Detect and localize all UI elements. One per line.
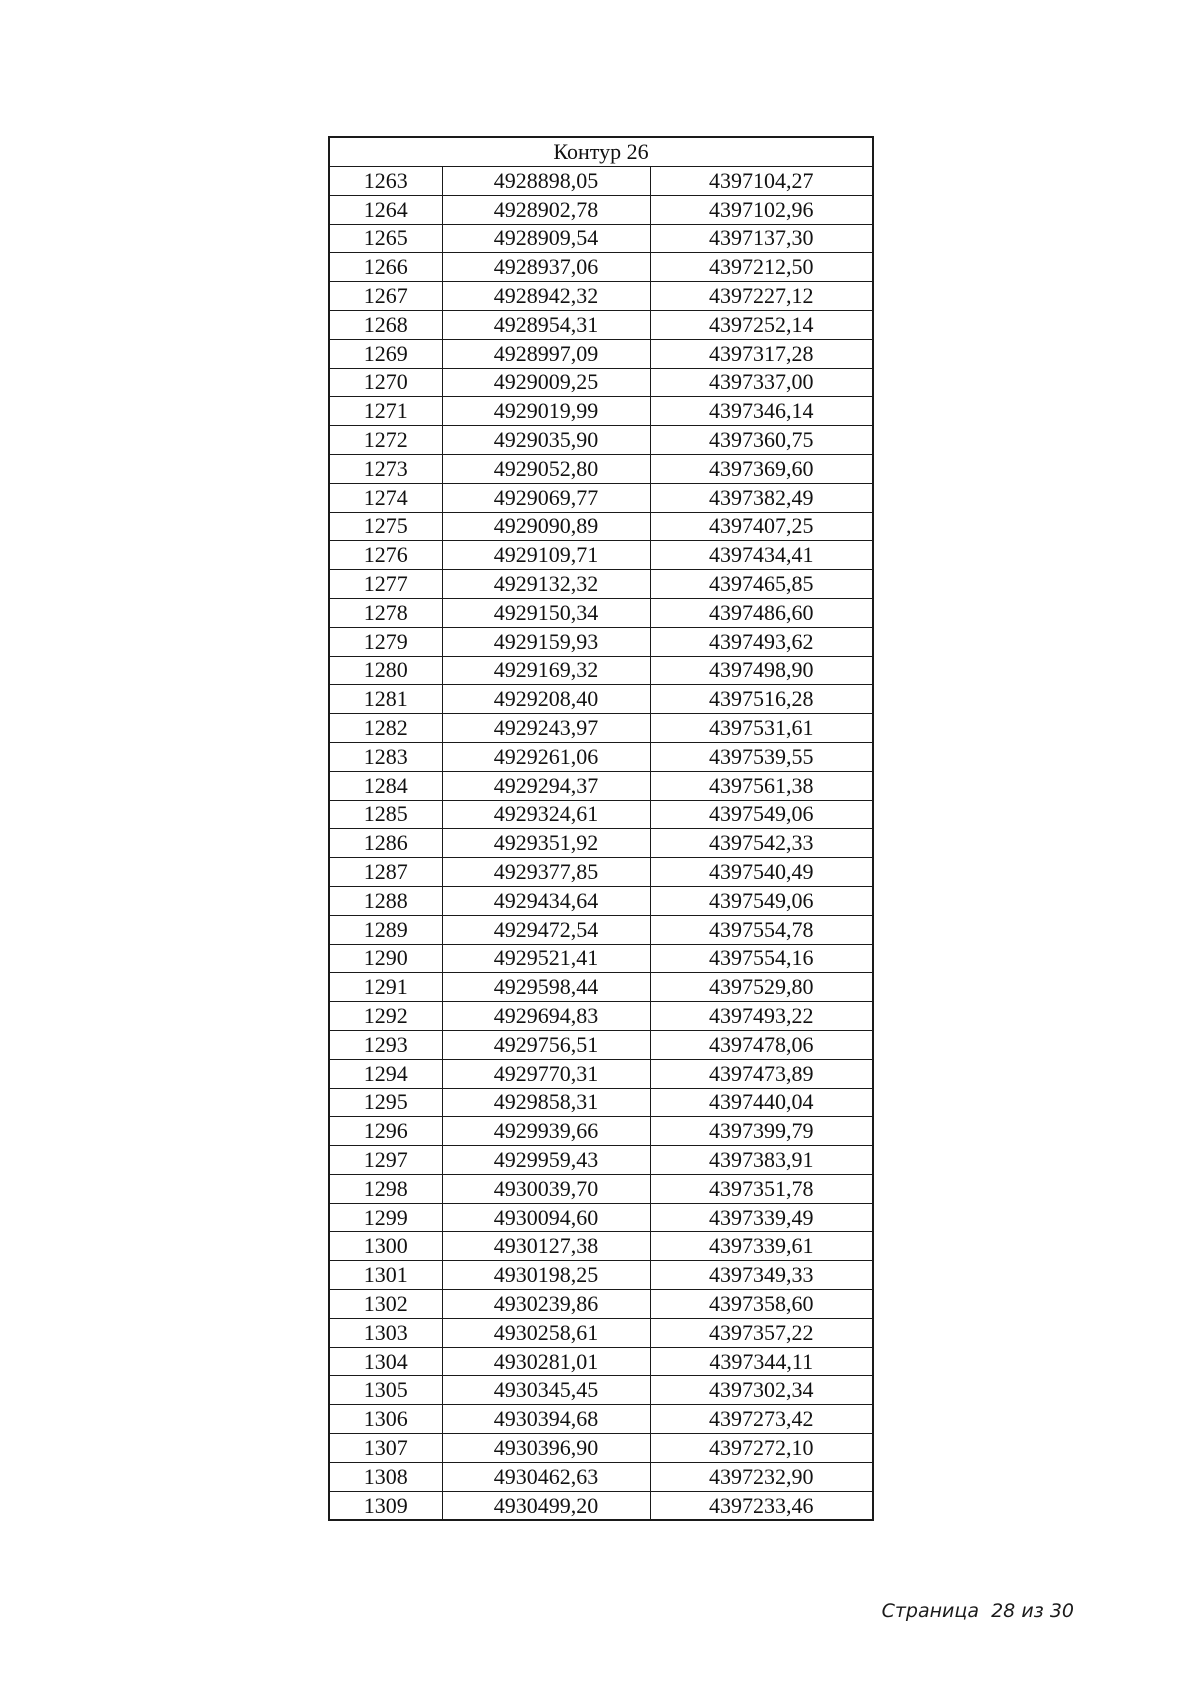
y-coordinate-cell: 4397516,28 — [650, 685, 873, 714]
point-number-cell: 1283 — [329, 742, 442, 771]
y-coordinate-cell: 4397212,50 — [650, 253, 873, 282]
table-row — [329, 714, 873, 743]
x-coordinate-cell: 4929159,93 — [442, 627, 650, 656]
y-coordinate-cell: 4397351,78 — [650, 1174, 873, 1203]
total-pages: 30 — [1049, 1600, 1074, 1622]
table-row — [329, 1376, 873, 1405]
point-number-cell: 1273 — [329, 454, 442, 483]
point-number-cell: 1292 — [329, 1002, 442, 1031]
point-number-cell: 1303 — [329, 1318, 442, 1347]
y-coordinate-cell: 4397337,00 — [650, 368, 873, 397]
table-row — [329, 829, 873, 858]
point-number-cell: 1295 — [329, 1088, 442, 1117]
table-row — [329, 1491, 873, 1520]
table-row — [329, 915, 873, 944]
table-title: Контур 26 — [329, 137, 873, 167]
x-coordinate-cell: 4929132,32 — [442, 570, 650, 599]
point-number-cell: 1288 — [329, 886, 442, 915]
table-row — [329, 598, 873, 627]
y-coordinate-cell: 4397554,78 — [650, 915, 873, 944]
x-coordinate-cell: 4930127,38 — [442, 1232, 650, 1261]
y-coordinate-cell: 4397434,41 — [650, 541, 873, 570]
y-coordinate-cell: 4397561,38 — [650, 771, 873, 800]
x-coordinate-cell: 4930239,86 — [442, 1290, 650, 1319]
y-coordinate-cell: 4397339,49 — [650, 1203, 873, 1232]
point-number-cell: 1309 — [329, 1491, 442, 1520]
table-row — [329, 1146, 873, 1175]
table-row — [329, 771, 873, 800]
point-number-cell: 1302 — [329, 1290, 442, 1319]
point-number-cell: 1272 — [329, 426, 442, 455]
x-coordinate-cell: 4929694,83 — [442, 1002, 650, 1031]
x-coordinate-cell: 4928898,05 — [442, 167, 650, 196]
y-coordinate-cell: 4397478,06 — [650, 1030, 873, 1059]
point-number-cell: 1275 — [329, 512, 442, 541]
y-coordinate-cell: 4397227,12 — [650, 282, 873, 311]
point-number-cell: 1276 — [329, 541, 442, 570]
y-coordinate-cell: 4397399,79 — [650, 1117, 873, 1146]
x-coordinate-cell: 4930258,61 — [442, 1318, 650, 1347]
y-coordinate-cell: 4397358,60 — [650, 1290, 873, 1319]
table-row — [329, 512, 873, 541]
coordinates-table-body — [329, 137, 873, 1520]
y-coordinate-cell: 4397529,80 — [650, 973, 873, 1002]
point-number-cell: 1264 — [329, 195, 442, 224]
point-number-cell: 1281 — [329, 685, 442, 714]
y-coordinate-cell: 4397542,33 — [650, 829, 873, 858]
y-coordinate-cell: 4397302,34 — [650, 1376, 873, 1405]
point-number-cell: 1290 — [329, 944, 442, 973]
x-coordinate-cell: 4929858,31 — [442, 1088, 650, 1117]
point-number-cell: 1305 — [329, 1376, 442, 1405]
y-coordinate-cell: 4397272,10 — [650, 1434, 873, 1463]
table-row — [329, 1261, 873, 1290]
x-coordinate-cell: 4929598,44 — [442, 973, 650, 1002]
y-coordinate-cell: 4397540,49 — [650, 858, 873, 887]
point-number-cell: 1298 — [329, 1174, 442, 1203]
x-coordinate-cell: 4929150,34 — [442, 598, 650, 627]
table-row — [329, 426, 873, 455]
y-coordinate-cell: 4397549,06 — [650, 800, 873, 829]
point-number-cell: 1266 — [329, 253, 442, 282]
point-number-cell: 1268 — [329, 310, 442, 339]
x-coordinate-cell: 4930345,45 — [442, 1376, 650, 1405]
table-row — [329, 742, 873, 771]
point-number-cell: 1306 — [329, 1405, 442, 1434]
y-coordinate-cell: 4397369,60 — [650, 454, 873, 483]
table-row — [329, 973, 873, 1002]
point-number-cell: 1286 — [329, 829, 442, 858]
page-footer — [882, 1600, 1074, 1622]
table-row — [329, 368, 873, 397]
x-coordinate-cell: 4929208,40 — [442, 685, 650, 714]
point-number-cell: 1293 — [329, 1030, 442, 1059]
point-number-cell: 1278 — [329, 598, 442, 627]
point-number-cell: 1301 — [329, 1261, 442, 1290]
y-coordinate-cell: 4397465,85 — [650, 570, 873, 599]
point-number-cell: 1300 — [329, 1232, 442, 1261]
x-coordinate-cell: 4929939,66 — [442, 1117, 650, 1146]
table-row — [329, 1174, 873, 1203]
point-number-cell: 1265 — [329, 224, 442, 253]
table-row — [329, 1002, 873, 1031]
table-row — [329, 1290, 873, 1319]
table-row — [329, 483, 873, 512]
point-number-cell: 1296 — [329, 1117, 442, 1146]
x-coordinate-cell: 4929069,77 — [442, 483, 650, 512]
point-number-cell: 1267 — [329, 282, 442, 311]
x-coordinate-cell: 4930462,63 — [442, 1462, 650, 1491]
x-coordinate-cell: 4929035,90 — [442, 426, 650, 455]
table-row — [329, 397, 873, 426]
table-row — [329, 886, 873, 915]
table-row — [329, 1347, 873, 1376]
x-coordinate-cell: 4929052,80 — [442, 454, 650, 483]
table-row — [329, 1318, 873, 1347]
table-row — [329, 253, 873, 282]
y-coordinate-cell: 4397232,90 — [650, 1462, 873, 1491]
y-coordinate-cell: 4397360,75 — [650, 426, 873, 455]
x-coordinate-cell: 4929009,25 — [442, 368, 650, 397]
x-coordinate-cell: 4929109,71 — [442, 541, 650, 570]
table-row — [329, 1059, 873, 1088]
y-coordinate-cell: 4397498,90 — [650, 656, 873, 685]
table-row — [329, 800, 873, 829]
x-coordinate-cell: 4929294,37 — [442, 771, 650, 800]
x-coordinate-cell: 4930499,20 — [442, 1491, 650, 1520]
x-coordinate-cell: 4929351,92 — [442, 829, 650, 858]
y-coordinate-cell: 4397349,33 — [650, 1261, 873, 1290]
x-coordinate-cell: 4928997,09 — [442, 339, 650, 368]
table-row — [329, 944, 873, 973]
point-number-cell: 1287 — [329, 858, 442, 887]
x-coordinate-cell: 4928902,78 — [442, 195, 650, 224]
table-row — [329, 224, 873, 253]
x-coordinate-cell: 4930394,68 — [442, 1405, 650, 1434]
y-coordinate-cell: 4397486,60 — [650, 598, 873, 627]
x-coordinate-cell: 4930094,60 — [442, 1203, 650, 1232]
y-coordinate-cell: 4397383,91 — [650, 1146, 873, 1175]
page-number: 28 — [991, 1600, 1016, 1622]
y-coordinate-cell: 4397233,46 — [650, 1491, 873, 1520]
y-coordinate-cell: 4397382,49 — [650, 483, 873, 512]
x-coordinate-cell: 4930396,90 — [442, 1434, 650, 1463]
point-number-cell: 1308 — [329, 1462, 442, 1491]
y-coordinate-cell: 4397549,06 — [650, 886, 873, 915]
x-coordinate-cell: 4929434,64 — [442, 886, 650, 915]
y-coordinate-cell: 4397539,55 — [650, 742, 873, 771]
point-number-cell: 1271 — [329, 397, 442, 426]
x-coordinate-cell: 4930039,70 — [442, 1174, 650, 1203]
table-row — [329, 1117, 873, 1146]
point-number-cell: 1263 — [329, 167, 442, 196]
x-coordinate-cell: 4930198,25 — [442, 1261, 650, 1290]
y-coordinate-cell: 4397346,14 — [650, 397, 873, 426]
x-coordinate-cell: 4928954,31 — [442, 310, 650, 339]
y-coordinate-cell: 4397554,16 — [650, 944, 873, 973]
y-coordinate-cell: 4397357,22 — [650, 1318, 873, 1347]
point-number-cell: 1289 — [329, 915, 442, 944]
table-row — [329, 1434, 873, 1463]
x-coordinate-cell: 4929521,41 — [442, 944, 650, 973]
y-coordinate-cell: 4397137,30 — [650, 224, 873, 253]
x-coordinate-cell: 4929756,51 — [442, 1030, 650, 1059]
y-coordinate-cell: 4397473,89 — [650, 1059, 873, 1088]
of-label: из — [1021, 1600, 1044, 1622]
point-number-cell: 1291 — [329, 973, 442, 1002]
point-number-cell: 1280 — [329, 656, 442, 685]
point-number-cell: 1284 — [329, 771, 442, 800]
table-row — [329, 1405, 873, 1434]
coordinates-table — [328, 136, 874, 1521]
table-row — [329, 1030, 873, 1059]
table-row — [329, 339, 873, 368]
point-number-cell: 1282 — [329, 714, 442, 743]
point-number-cell: 1297 — [329, 1146, 442, 1175]
y-coordinate-cell: 4397273,42 — [650, 1405, 873, 1434]
table-row — [329, 282, 873, 311]
y-coordinate-cell: 4397531,61 — [650, 714, 873, 743]
point-number-cell: 1279 — [329, 627, 442, 656]
point-number-cell: 1304 — [329, 1347, 442, 1376]
point-number-cell: 1270 — [329, 368, 442, 397]
x-coordinate-cell: 4928909,54 — [442, 224, 650, 253]
y-coordinate-cell: 4397407,25 — [650, 512, 873, 541]
point-number-cell: 1307 — [329, 1434, 442, 1463]
table-row — [329, 858, 873, 887]
table-row — [329, 570, 873, 599]
point-number-cell: 1274 — [329, 483, 442, 512]
point-number-cell: 1277 — [329, 570, 442, 599]
table-row — [329, 454, 873, 483]
x-coordinate-cell: 4928942,32 — [442, 282, 650, 311]
x-coordinate-cell: 4929090,89 — [442, 512, 650, 541]
point-number-cell: 1299 — [329, 1203, 442, 1232]
point-number-cell: 1285 — [329, 800, 442, 829]
table-row — [329, 310, 873, 339]
x-coordinate-cell: 4930281,01 — [442, 1347, 650, 1376]
y-coordinate-cell: 4397493,22 — [650, 1002, 873, 1031]
table-title-row — [329, 137, 873, 167]
x-coordinate-cell: 4929169,32 — [442, 656, 650, 685]
table-row — [329, 685, 873, 714]
table-row — [329, 1232, 873, 1261]
table-row — [329, 1203, 873, 1232]
y-coordinate-cell: 4397339,61 — [650, 1232, 873, 1261]
table-row — [329, 195, 873, 224]
y-coordinate-cell: 4397440,04 — [650, 1088, 873, 1117]
x-coordinate-cell: 4929261,06 — [442, 742, 650, 771]
table-row — [329, 627, 873, 656]
y-coordinate-cell: 4397102,96 — [650, 195, 873, 224]
y-coordinate-cell: 4397344,11 — [650, 1347, 873, 1376]
table-row — [329, 1088, 873, 1117]
table-row — [329, 1462, 873, 1491]
x-coordinate-cell: 4929472,54 — [442, 915, 650, 944]
x-coordinate-cell: 4929324,61 — [442, 800, 650, 829]
y-coordinate-cell: 4397317,28 — [650, 339, 873, 368]
table-row — [329, 656, 873, 685]
x-coordinate-cell: 4929959,43 — [442, 1146, 650, 1175]
x-coordinate-cell: 4929019,99 — [442, 397, 650, 426]
y-coordinate-cell: 4397493,62 — [650, 627, 873, 656]
x-coordinate-cell: 4929770,31 — [442, 1059, 650, 1088]
table-row — [329, 541, 873, 570]
x-coordinate-cell: 4929243,97 — [442, 714, 650, 743]
point-number-cell: 1269 — [329, 339, 442, 368]
x-coordinate-cell: 4928937,06 — [442, 253, 650, 282]
y-coordinate-cell: 4397252,14 — [650, 310, 873, 339]
table-row — [329, 167, 873, 196]
point-number-cell: 1294 — [329, 1059, 442, 1088]
page-label: Страница — [881, 1600, 979, 1622]
x-coordinate-cell: 4929377,85 — [442, 858, 650, 887]
y-coordinate-cell: 4397104,27 — [650, 167, 873, 196]
